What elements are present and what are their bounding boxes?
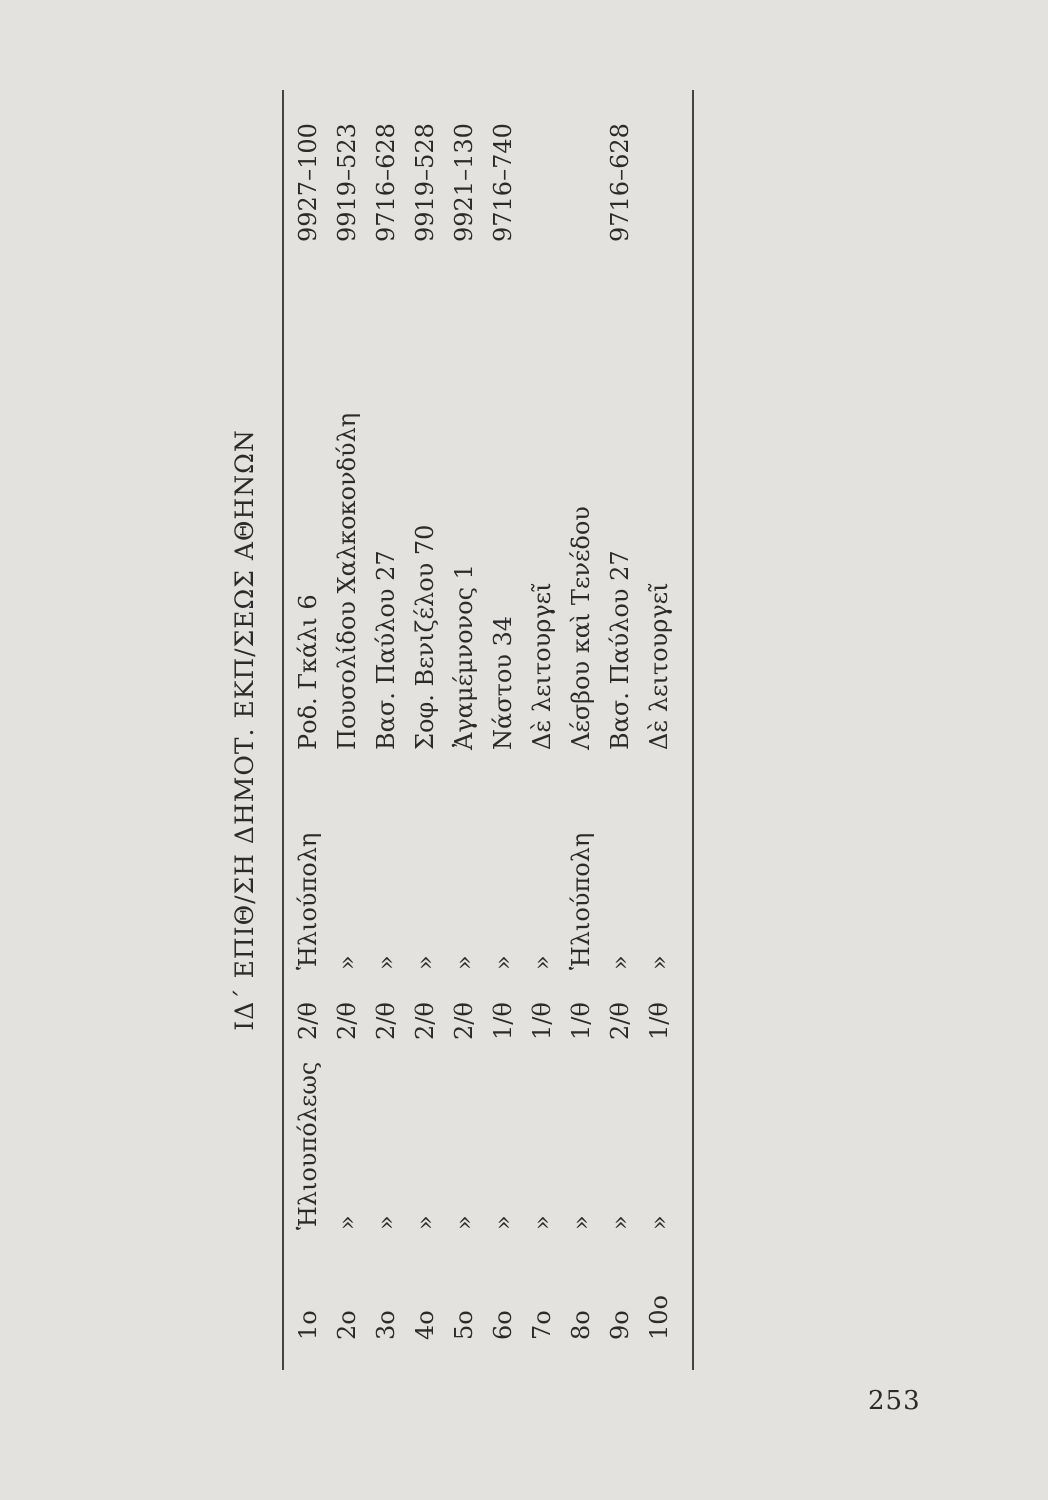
row-address: Δὲ λειτουργεῖ: [645, 582, 673, 750]
row-location: »: [489, 1215, 517, 1230]
row-address: Ροδ. Γκάλι 6: [294, 594, 322, 750]
row-area: »: [528, 955, 556, 970]
row-number: 3ο: [372, 1310, 400, 1340]
row-area: »: [333, 955, 361, 970]
row-number: 2ο: [333, 1310, 361, 1340]
row-address: Δὲ λειτουργεῖ: [528, 582, 556, 750]
page-number: 253: [868, 1386, 921, 1416]
page-title: ΙΔ΄ ΕΠΙΘ/ΣΗ ΔΗΜΟΤ. ΕΚΠ/ΣΕΩΣ ΑΘΗΝΩΝ: [230, 429, 259, 1031]
row-area: »: [645, 955, 673, 970]
table-row: [450, 90, 490, 1370]
row-area: »: [411, 955, 439, 970]
row-number: 4ο: [411, 1310, 439, 1340]
row-phone: 9919–528: [411, 123, 439, 242]
row-number: 8ο: [567, 1310, 595, 1340]
table-row: [528, 90, 568, 1370]
rotated-table-block: [230, 90, 750, 1370]
row-area: »: [372, 955, 400, 970]
row-area: »: [606, 955, 634, 970]
top-rule: [282, 90, 284, 1370]
table-row: [333, 90, 373, 1370]
row-location: »: [567, 1215, 595, 1230]
row-location: »: [450, 1215, 478, 1230]
row-classes: 2/θ: [294, 1002, 322, 1040]
row-address: Ἀγαμέμνονος 1: [450, 564, 478, 750]
row-number: 6ο: [489, 1310, 517, 1340]
row-classes: 2/θ: [450, 1002, 478, 1040]
row-area: Ἡλιούπολη: [294, 832, 322, 970]
row-address: Λέσβου καὶ Τενέδου: [567, 506, 595, 750]
row-number: 5ο: [450, 1310, 478, 1340]
row-address: Σοφ. Βενιζέλου 70: [411, 524, 439, 750]
row-classes: 1/θ: [567, 1002, 595, 1040]
table-row: [606, 90, 646, 1370]
row-area: »: [489, 955, 517, 970]
row-location: »: [333, 1215, 361, 1230]
row-address: Βασ. Παύλου 27: [606, 550, 634, 750]
row-location: »: [372, 1215, 400, 1230]
row-phone: 9921–130: [450, 123, 478, 242]
row-classes: 2/θ: [606, 1002, 634, 1040]
table-row: [294, 90, 334, 1370]
row-address: Βασ. Παύλου 27: [372, 550, 400, 750]
row-phone: 9716–628: [606, 123, 634, 242]
row-location: »: [528, 1215, 556, 1230]
row-phone: 9927–100: [294, 123, 322, 242]
row-location: »: [411, 1215, 439, 1230]
row-classes: 1/θ: [645, 1002, 673, 1040]
table-row: [567, 90, 607, 1370]
row-classes: 2/θ: [333, 1002, 361, 1040]
row-phone: 9716–740: [489, 123, 517, 242]
row-number: 1ο: [294, 1310, 322, 1340]
bottom-rule: [692, 90, 694, 1370]
row-classes: 1/θ: [528, 1002, 556, 1040]
row-area: Ἡλιούπολη: [567, 832, 595, 970]
row-location: »: [645, 1215, 673, 1230]
row-phone: 9919–523: [333, 123, 361, 242]
row-location: »: [606, 1215, 634, 1230]
table-row: [411, 90, 451, 1370]
table-row: [645, 90, 685, 1370]
table-row: [489, 90, 529, 1370]
row-classes: 2/θ: [372, 1002, 400, 1040]
row-number: 7ο: [528, 1310, 556, 1340]
row-number: 10ο: [645, 1295, 673, 1340]
row-classes: 1/θ: [489, 1002, 517, 1040]
table-row: [372, 90, 412, 1370]
row-address: Νάστου 34: [489, 615, 517, 750]
row-address: Πουσολίδου Χαλκοκονδύλη: [333, 412, 361, 750]
row-location: Ἡλιουπόλεως: [294, 1061, 322, 1230]
row-classes: 2/θ: [411, 1002, 439, 1040]
row-area: »: [450, 955, 478, 970]
row-number: 9ο: [606, 1310, 634, 1340]
row-phone: 9716–628: [372, 123, 400, 242]
